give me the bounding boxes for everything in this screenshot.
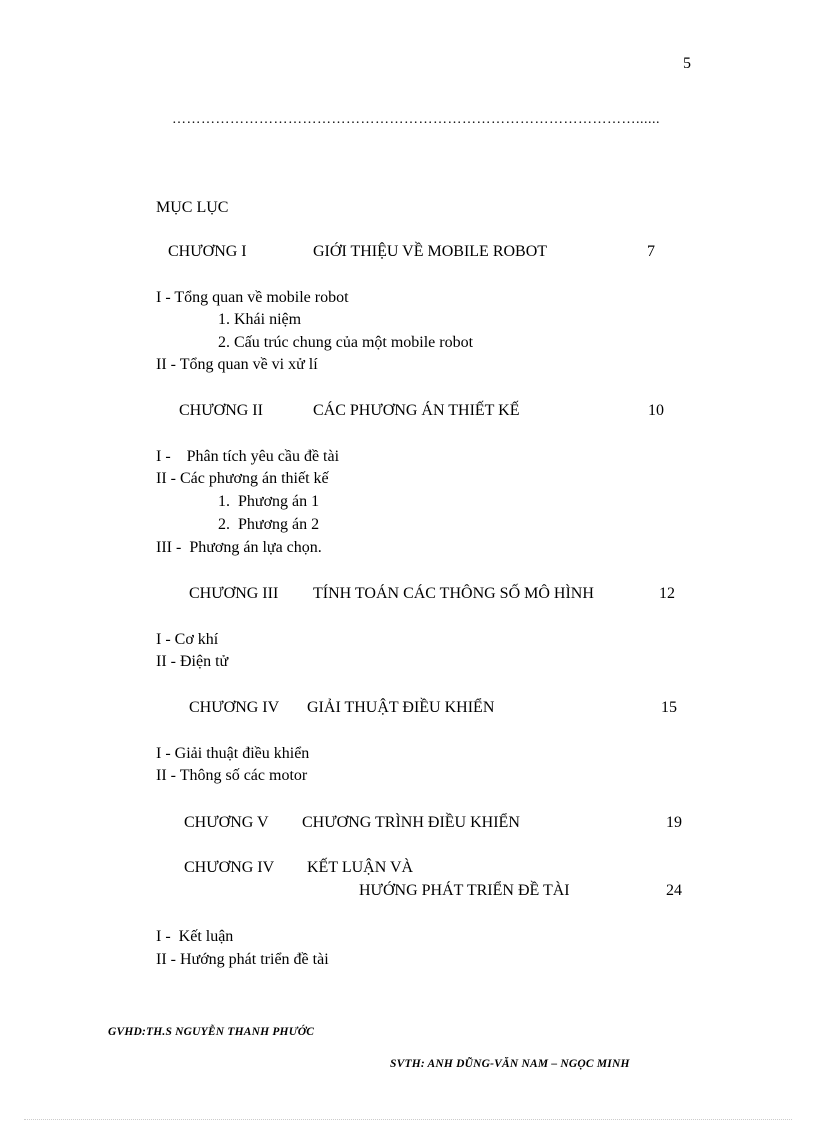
chapter-6-page: 24: [666, 882, 682, 899]
chapter-1-title: GIỚI THIỆU VỀ MOBILE ROBOT: [313, 243, 548, 260]
header-dotted-rule: ……………………………………………………………………………………......: [172, 112, 660, 127]
chapter-3-title: TÍNH TOÁN CÁC THÔNG SỐ MÔ HÌNH: [313, 585, 594, 602]
chapter-2-title: CÁC PHƯƠNG ÁN THIẾT KẾ: [313, 402, 520, 419]
chapter-5-page: 19: [666, 814, 682, 831]
chapter-2-label: CHƯƠNG II: [179, 402, 263, 419]
chapter-4-item-1: I - Giải thuật điều khiển: [156, 745, 310, 762]
chapter-2-item-1: I - Phân tích yêu cầu đề tài: [156, 448, 340, 465]
chapter-1-item-4: II - Tổng quan về vi xử lí: [156, 356, 318, 373]
chapter-6-title-line2: HƯỚNG PHÁT TRIỂN ĐỀ TÀI: [359, 882, 570, 899]
chapter-6-item-1: I - Kết luận: [156, 928, 234, 945]
chapter-2-item-5: III - Phương án lựa chọn.: [156, 539, 322, 556]
chapter-6-item-2: II - Hướng phát triển đề tài: [156, 951, 329, 968]
chapter-2-item-2: II - Các phương án thiết kế: [156, 470, 329, 487]
chapter-3-item-1: I - Cơ khí: [156, 631, 219, 648]
chapter-2-item-4: 2. Phương án 2: [218, 516, 320, 533]
chapter-6-title: KẾT LUẬN VÀ: [307, 859, 414, 876]
chapter-4-label: CHƯƠNG IV: [189, 699, 280, 716]
chapter-1-item-1: I - Tổng quan về mobile robot: [156, 289, 349, 306]
chapter-1-label: CHƯƠNG I: [168, 243, 247, 260]
chapter-2-item-3: 1. Phương án 1: [218, 493, 320, 510]
chapter-3-label: CHƯƠNG III: [189, 585, 279, 602]
chapter-1-page: 7: [647, 243, 655, 260]
footer-students: SVTH: ANH DŨNG-VĂN NAM – NGỌC MINH: [390, 1058, 630, 1070]
chapter-4-item-2: II - Thông số các motor: [156, 767, 308, 784]
chapter-3-page: 12: [659, 585, 675, 602]
chapter-1-item-2: 1. Khái niệm: [218, 311, 302, 328]
chapter-6-label: CHƯƠNG IV: [184, 859, 275, 876]
chapter-1-item-3: 2. Cấu trúc chung của một mobile robot: [218, 334, 474, 351]
page-number: 5: [683, 55, 691, 72]
chapter-4-page: 15: [661, 699, 677, 716]
toc-title: MỤC LỤC: [156, 199, 229, 216]
chapter-5-label: CHƯƠNG V: [184, 814, 269, 831]
chapter-2-page: 10: [648, 402, 664, 419]
chapter-4-title: GIẢI THUẬT ĐIỀU KHIỂN: [307, 699, 495, 716]
footer-advisor: GVHD:TH.S NGUYỄN THANH PHƯỚC: [108, 1026, 315, 1038]
chapter-3-item-2: II - Điện tử: [156, 653, 229, 670]
chapter-5-title: CHƯƠNG TRÌNH ĐIỀU KHIỂN: [302, 814, 520, 831]
bottom-rule: [24, 1119, 792, 1120]
